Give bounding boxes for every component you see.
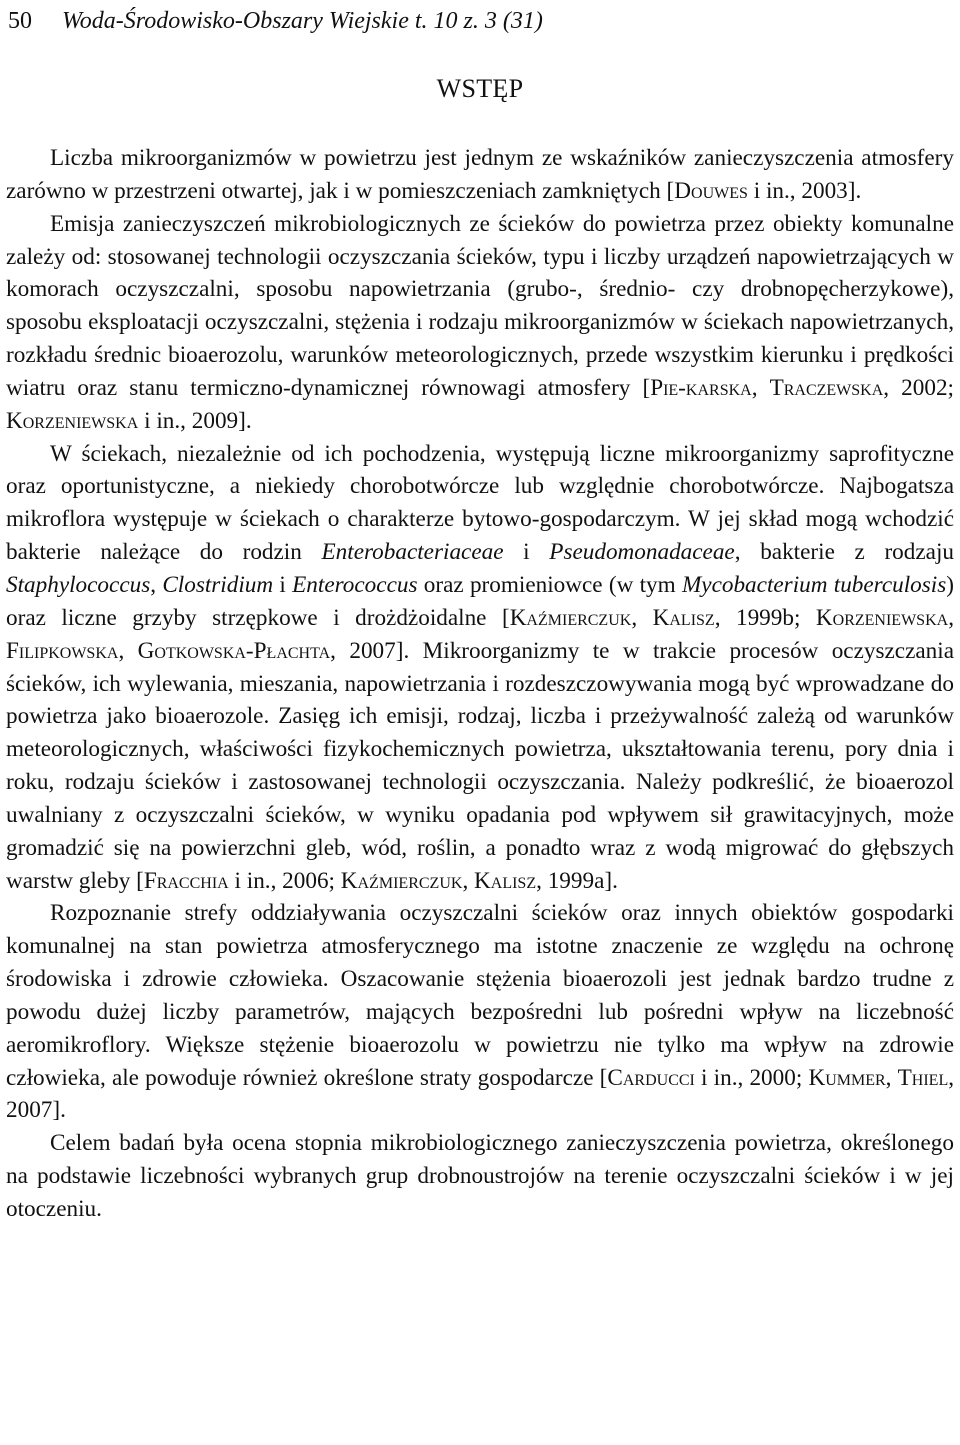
page-header: [8, 4, 954, 38]
citation-author: Pie-karska: [650, 374, 752, 401]
page-number: 50: [8, 8, 32, 34]
text-run: , bakterie z rodzaju: [734, 539, 954, 566]
text-run: Emisja zanieczyszczeń mikrobiologicznych ze ścieków do powietrza przez obiekty komunalne zależy od: stosowanej technologii oczyszczania ścieków, typu i liczby urządzeń napowietrzających w komorach oczyszczalni, sposobu napowietrzania (grubo-, średnio- czy drobnopęcherzykowe), sposobu eksploatacji oczyszczalni, stężenia i rodzaju mikroorganizmów w ściekach napowietrzanych, rozkładu średnic bioaerozolu, warunków meteorologicznych, przede wszystkim kierunku i prędkości wiatru oraz stanu termiczno-dynamicznej równowagi atmosfery [: [6, 210, 954, 401]
text-run: i in., 2003].: [747, 177, 862, 204]
text-run: oraz promieniowce (w tym: [417, 571, 682, 598]
text-run: , 1999b;: [714, 604, 816, 631]
citation-author: Filipkowska: [6, 637, 119, 664]
citation-author: Kaźmierczuk: [509, 604, 632, 631]
citation-author: Fracchia: [143, 867, 229, 894]
text-run: ,: [462, 867, 475, 894]
citation-author: Korzeniewska: [6, 407, 139, 434]
citation-author: Kalisz: [474, 867, 537, 894]
section-title: WSTĘP: [436, 74, 524, 103]
paragraph-intro: [6, 142, 954, 208]
text-run: Rozpoznanie strefy oddziaływania oczyszczalni ścieków oraz innych obiektów gospodarki komunalnej na stan powietrza atmosferycznego ma istotne znaczenie ze względu na ochronę środowiska i zdrowie człowieka. Oszacowanie stężenia bioaerozoli jest jednak bardzo trudne z powodu dużej liczby parametrów, mających bezpośredni lub pośredni wpływ na liczebność aeromikroflory. Większe stężenie bioaerozolu w powietrzu nie tylko ma wpływ na zdrowie człowieka, ale powoduje również określone straty gospodarcze [: [6, 900, 954, 1091]
text-run: ,: [118, 637, 138, 664]
paragraph-microorganisms: [6, 438, 954, 898]
citation-author: Kalisz: [652, 604, 715, 631]
running-head: Woda-Środowisko-Obszary Wiejskie t. 10 z. 3 (31): [62, 8, 543, 34]
text-run: , 2007].: [6, 1064, 955, 1124]
text-run: ,: [948, 604, 954, 631]
taxon-name: Enterobacteriaceae: [321, 539, 504, 566]
citation-author: Kaźmierczuk: [340, 867, 463, 894]
citation-author: Thiel: [897, 1064, 949, 1091]
taxon-name: Pseudomonadaceae: [549, 539, 735, 566]
text-run: i in., 2000;: [694, 1064, 809, 1091]
taxon-name: Clostridium: [162, 571, 274, 598]
taxon-name: Staphylococcus: [6, 571, 151, 598]
text-run: ,: [150, 571, 163, 598]
paragraph-aim: [6, 1127, 954, 1226]
taxon-name: Enterococcus: [292, 571, 418, 598]
text-run: ,: [751, 374, 770, 401]
text-run: , 1999a].: [536, 867, 618, 894]
citation-author: Korzeniewska: [815, 604, 949, 631]
text-run: i in., 2009].: [138, 407, 252, 434]
text-run: ) oraz liczne grzyby strzępkowe i drożdżoidalne [: [6, 571, 954, 631]
taxon-name: Mycobacterium tuberculosis: [681, 571, 947, 598]
text-run: Liczba mikroorganizmów w powietrzu jest jednym ze wskaźników zanieczyszczenia atmosfery zarówno w przestrzeni otwartej, jak i w pomieszczeniach zamkniętych [: [6, 145, 954, 204]
text-run: i in., 2006;: [228, 867, 341, 894]
citation-author: Douwes: [674, 177, 748, 204]
text-run: W ściekach, niezależnie od ich pochodzenia, występują liczne mikroorganizmy saprofityczne oraz oportunistyczne, a niekiedy chorobotwórcze lub względnie chorobotwórcze. Najbogatsza mikroflora występuje w ściekach o charakterze bytowo-gospodarczym. W jej skład mogą wchodzić bakterie należące do rodzin: [6, 440, 954, 566]
body-text: [6, 142, 954, 1226]
text-run: Celem badań była ocena stopnia mikrobiologicznego zanieczyszczenia powietrza, określonego na podstawie liczebności wybranych grup drobnoustrojów na terenie oczyszczalni ścieków i w jej otoczeniu.: [6, 1130, 954, 1222]
citation-author: Carducci: [607, 1064, 695, 1091]
citation-author: Traczewska: [769, 374, 884, 401]
citation-author: Kummer: [808, 1064, 886, 1091]
paragraph-emission: [6, 208, 954, 438]
text-run: ,: [631, 604, 653, 631]
text-run: i: [273, 571, 293, 598]
text-run: ,: [885, 1064, 898, 1091]
text-run: i: [503, 539, 550, 566]
paragraph-assessment: [6, 897, 954, 1127]
citation-author: Gotkowska-Płachta: [137, 637, 331, 664]
text-run: , 2007]. Mikroorganizmy te w trakcie procesów oczyszczania ścieków, ich wylewania, mieszania, napowietrzania i rozdeszczowywania mogą być wprowadzane do powietrza jako bioaerozole. Zasięg ich emisji, rodzaj, liczba i przeżywalność zależą od warunków meteorologicznych, właściwości fizykochemicznych powietrza, ukształtowania terenu, pory dnia i roku, rodzaju ścieków i zastosowanej technologii oczyszczania. Należy podkreślić, że bioaerozol uwalniany z oczyszczalni ścieków, w wyniku opadania pod wpływem sił grawitacyjnych, może gromadzić się na powierzchni gleb, wód, roślin, a ponadto wraz z wodą migrować do głębszych warstw gleby [: [6, 637, 954, 894]
text-run: , 2002;: [883, 374, 954, 401]
